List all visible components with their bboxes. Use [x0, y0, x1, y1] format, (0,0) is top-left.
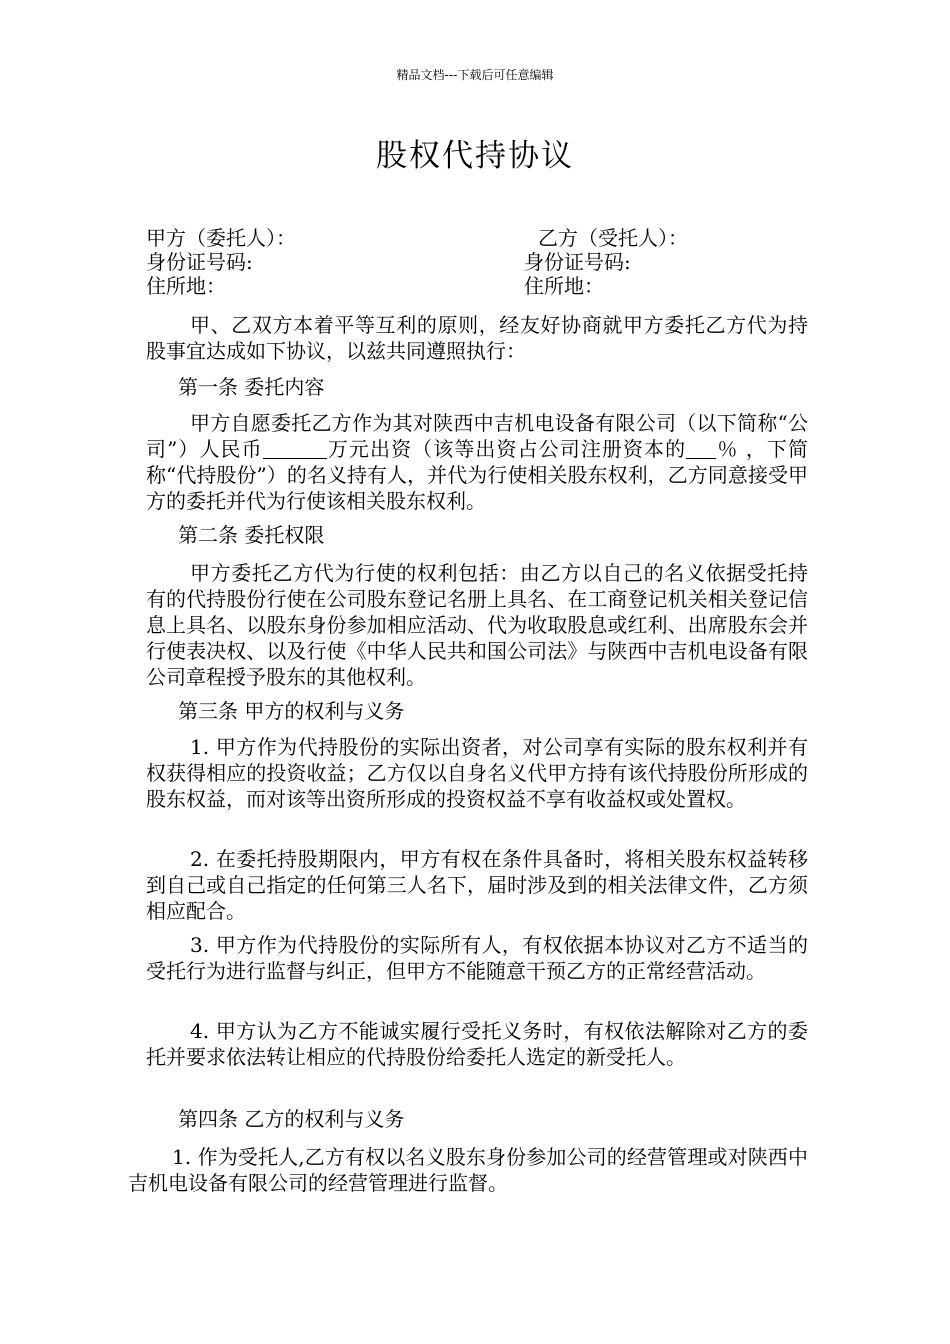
article-3-heading: 第三条 甲方的权利与义务: [178, 699, 405, 723]
article-3-item-2: 2. 在委托持股期限内，甲方有权在条件具备时，将相关股东权益转移到自己或自己指定的任何第三人名下，届时涉及到的相关法律文件，乙方须相应配合。: [146, 847, 808, 923]
article-3-item-4: 4. 甲方认为乙方不能诚实履行受托义务时，有权依法解除对乙方的委托并要求依法转让相应的代持股份给委托人选定的新受托人。: [146, 1019, 808, 1069]
article-1-heading: 第一条 委托内容: [178, 375, 325, 399]
party-a-id-label: 身份证号码:: [146, 250, 253, 274]
party-b-id-label: 身份证号码:: [524, 250, 631, 274]
document-title: 股权代持协议: [376, 138, 574, 174]
article-1-text-a: 甲方自愿委托乙方作为其对陕西中吉机电设备有限公司（以下简称“公司”）人民币: [146, 411, 808, 461]
party-b-address-label: 住所地：: [524, 274, 604, 298]
article-1-text-b: 万元出资（该等出资占公司注册资本的: [326, 437, 687, 461]
party-a-label: 甲方（委托人）：: [146, 226, 296, 250]
page-header: 精品文档---下载后可任意编辑: [396, 68, 554, 82]
party-a-address-label: 住所地：: [146, 274, 226, 298]
article-2-paragraph: 甲方委托乙方代为行使的权利包括：由乙方以自己的名义依据受托持有的代持股份行使在公司股东登记名册上具名、在工商登记机关相关登记信息上具名、以股东身份参加相应活动、代为收取股息或红利、出席股东会并行使表决权、以及行使《中华人民共和国公司法》与陕西中吉机电设备有限公司章程授予股东的其他权利。: [146, 561, 808, 689]
article-1-text-c: ％ ，下简称“代持股份”）的名义持有人，并代为行使相关股东权利，乙方同意接受甲方的委托并代为行使该相关股东权利。: [146, 437, 809, 513]
article-4-item-1: 1. 作为受托人,乙方有权以名义股东身份参加公司的经营管理或对陕西中吉机电设备有限公司的经营管理进行监督。: [128, 1145, 808, 1195]
amount-blank: [263, 438, 327, 459]
article-3-item-1: 1. 甲方作为代持股份的实际出资者，对公司享有实际的股东权利并有权获得相应的投资收益；乙方仅以自身名义代甲方持有该代持股份所形成的股东权益，而对该等出资所形成的投资权益不享有收益权或处置权。: [146, 735, 808, 811]
intro-paragraph: 甲、乙双方本着平等互利的原则，经友好协商就甲方委托乙方代为持股事宜达成如下协议，以兹共同遵照执行：: [146, 313, 808, 363]
article-4-heading: 第四条 乙方的权利与义务: [178, 1107, 405, 1131]
article-2-heading: 第二条 委托权限: [178, 523, 325, 547]
article-1-paragraph: [146, 410, 808, 514]
party-b-label: 乙方（受托人）：: [538, 226, 688, 250]
article-3-item-3: 3. 甲方作为代持股份的实际所有人，有权依据本协议对乙方不适当的受托行为进行监督与纠正，但甲方不能随意干预乙方的正常经营活动。: [146, 933, 808, 983]
percent-blank: [686, 438, 716, 459]
